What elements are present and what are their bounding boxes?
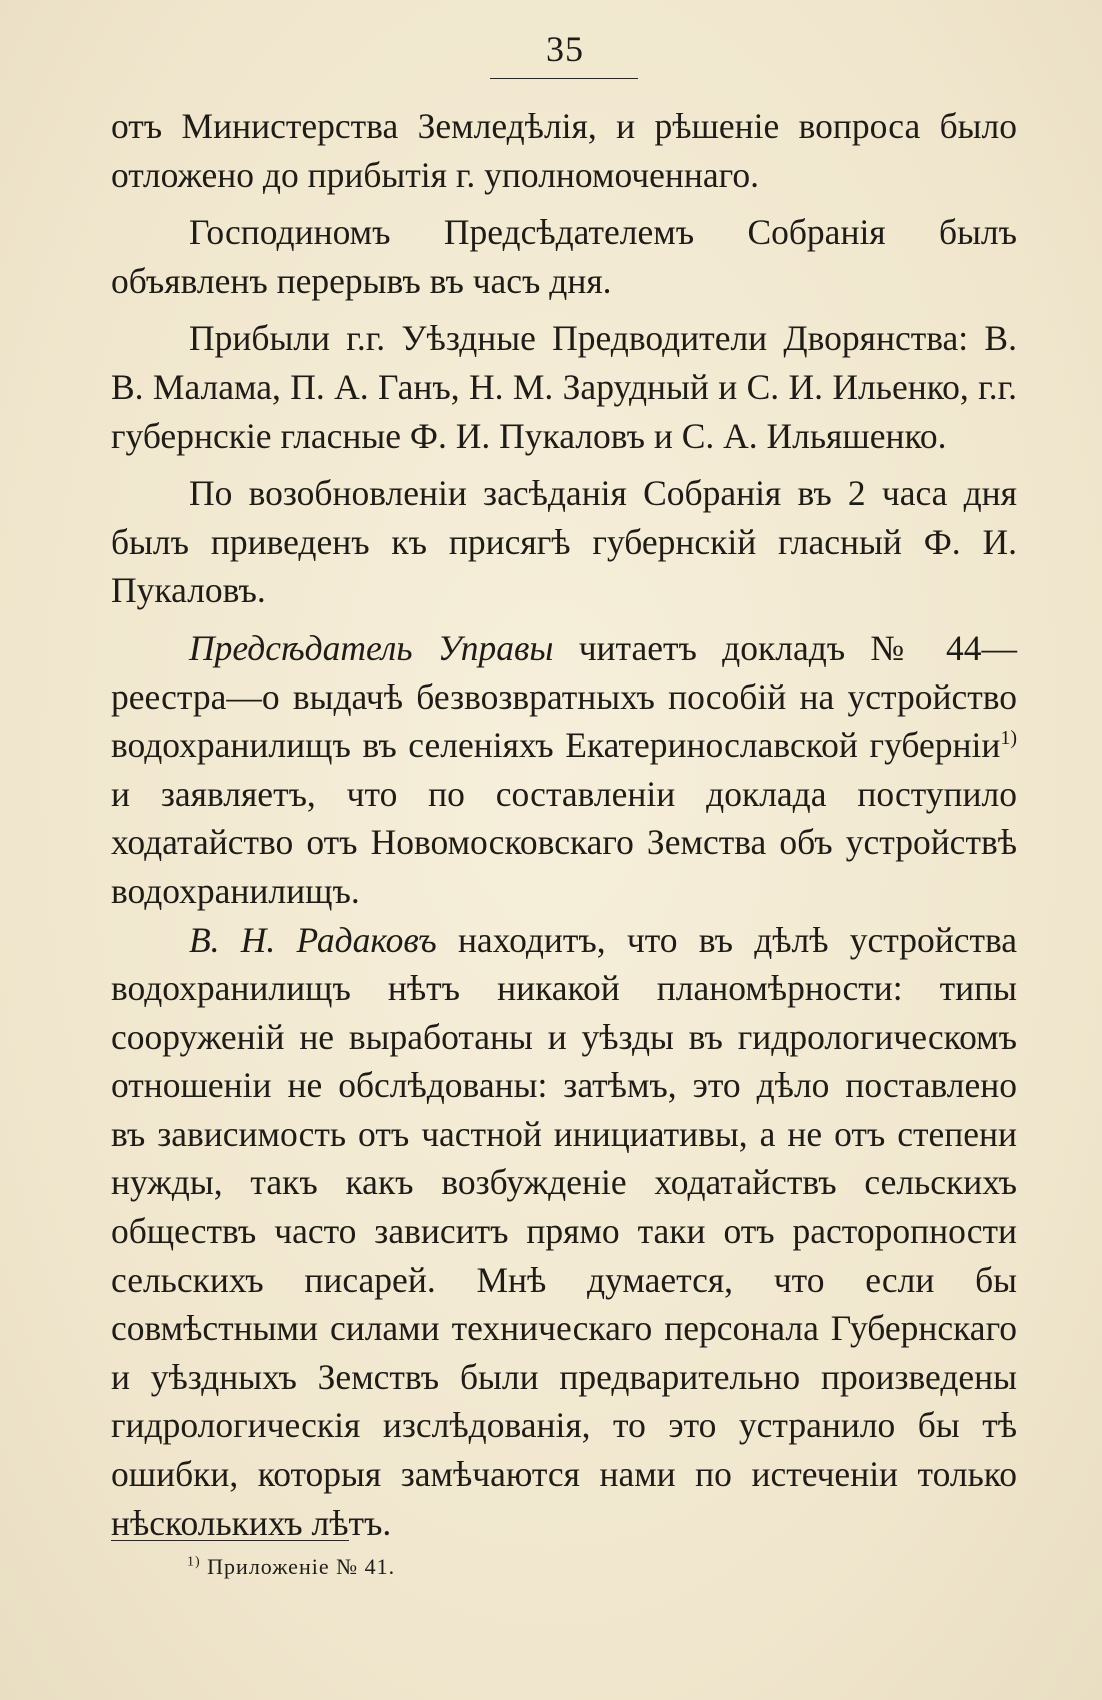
- paragraph: Прибыли г.г. Уѣздные Предводители Дворянства: В. В. Малама, П. А. Ганъ, Н. М. Зарудный и С. И. Ильенко, г.г. губернскіе гласные Ф. И. Пукаловъ и С. А. Ильяшенко.: [111, 318, 1017, 456]
- paragraph: Господиномъ Предсѣдателемъ Собранія былъ объявленъ перерывъ въ часъ дня.: [111, 212, 1017, 301]
- body-text: [111, 102, 1017, 1556]
- page-number: 35: [546, 29, 584, 69]
- paragraph-text: читаетъ докладъ № 44—реестра—о выдачѣ безвозвратныхъ пособій на устройство водохранилищъ въ селеніяхъ Екатеринославской губерніи: [111, 627, 1017, 766]
- paragraph-report: [111, 624, 1017, 916]
- footnote: [187, 1554, 987, 1580]
- footnote-marker: 1): [187, 1554, 201, 1570]
- paragraph-speech: [111, 916, 1017, 1548]
- speaker-name: В. Н. Радаковъ: [189, 919, 437, 960]
- footnote-rule: [111, 1540, 349, 1541]
- footnote-ref: 1): [1000, 727, 1017, 750]
- paragraph: По возобновленіи засѣданія Собранія въ 2 часа дня былъ приведенъ къ присягѣ губернскій гласный Ф. И. Пукаловъ.: [111, 473, 1017, 611]
- footnote-text: Приложеніе № 41.: [207, 1554, 396, 1579]
- header-rule: [490, 78, 638, 79]
- paragraph: отъ Министерства Земледѣлія, и рѣшеніе вопроса было отложено до прибытія г. уполномоченнаго.: [111, 106, 1017, 195]
- paragraph-text: и заявляетъ, что по составленіи доклада поступило ходатайство отъ Новомосковскаго Земства объ устройствѣ водохранилищъ.: [111, 773, 1017, 911]
- paragraph-text: находитъ, что въ дѣлѣ устройства водохранилищъ нѣтъ никакой планомѣрности: типы сооруженій не выработаны и уѣзды въ гидрологическомъ отношеніи не обслѣдованы: затѣмъ, это дѣло поставлено въ зависимость отъ частной инициативы, а не отъ степени нужды, такъ какъ возбужденіе ходатайствъ сельскихъ обществъ часто зависитъ прямо таки отъ расторопности сельскихъ писарей. Мнѣ думается, что если бы совмѣстными силами техническаго персонала Губернскаго и уѣздныхъ Земствъ были предварительно произведены гидрологическія изслѣдованія, то это устранило бы тѣ ошибки, которыя замѣчаются нами по истеченіи только нѣсколькихъ лѣтъ.: [111, 919, 1018, 1543]
- speaker-name: Предсѣдатель Управы: [189, 627, 554, 668]
